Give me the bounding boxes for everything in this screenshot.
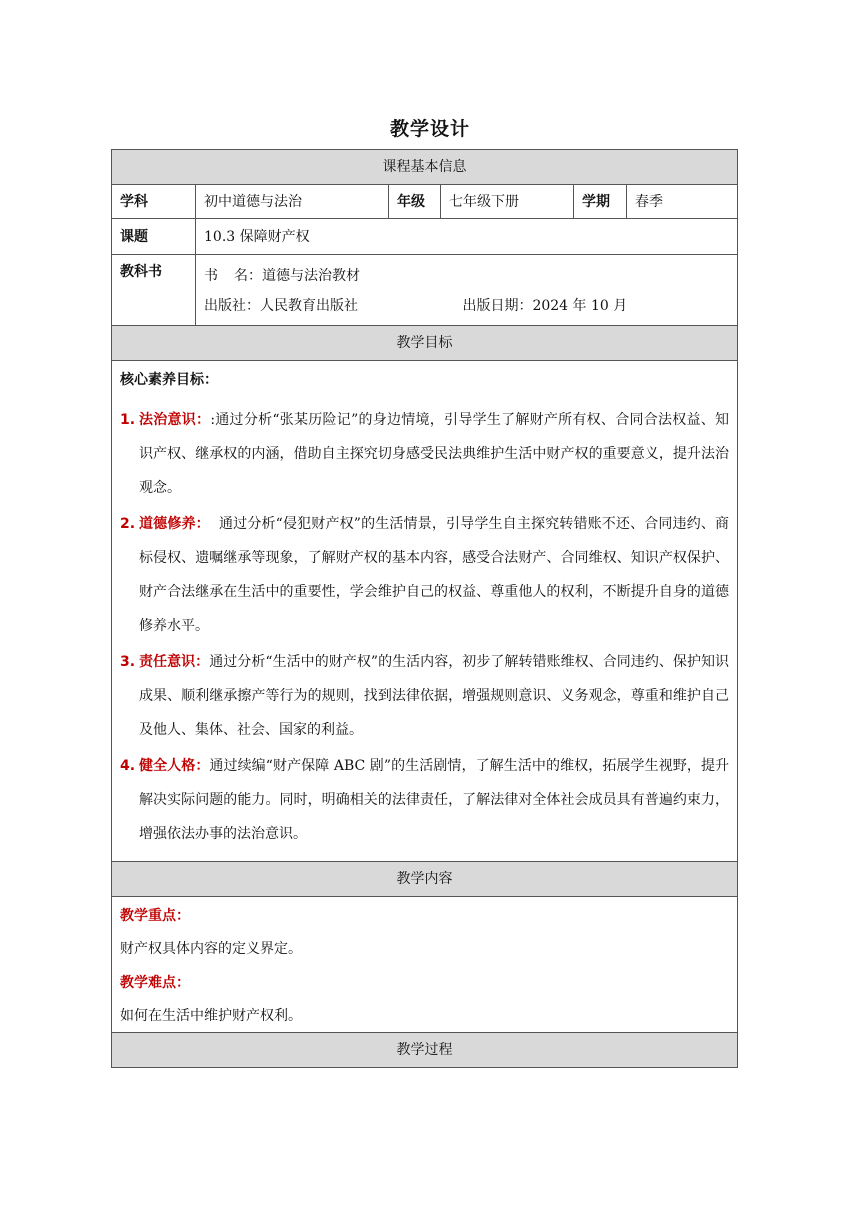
goal-name: 责任意识： bbox=[139, 654, 210, 670]
goal-text: 通过分析“生活中的财产权”的生活内容，初步了解转错账维权、合同违约、保护知识成果、顺利继承擦产等行为的规则，找到法律依据，增强规则意识、义务观念，尊重和维护自己及他人、集体、社会、国家的利益。 bbox=[139, 654, 730, 738]
book-name-value: 道德与法治教材 bbox=[262, 268, 360, 284]
content-cell bbox=[112, 897, 738, 1033]
topic-label: 课题 bbox=[112, 219, 196, 255]
goal-number: 1. bbox=[120, 412, 136, 428]
document-title: 教学设计 bbox=[389, 118, 470, 140]
term-value: 春季 bbox=[627, 185, 738, 219]
goal-item bbox=[120, 403, 729, 505]
goal-text: 通过续编“财产保障 ABC 剧”的生活剧情，了解生活中的维权，拓展学生视野，提升解决实际问题的能力。同时，明确相关的法律责任，了解法律对全体社会成员具有普遍约束力， 增强依法办事的法治意识。 bbox=[139, 758, 730, 842]
goal-item bbox=[120, 749, 729, 851]
goal-number: 4. bbox=[120, 758, 136, 774]
goal-item bbox=[120, 645, 729, 747]
publisher-label: 出版社： bbox=[204, 298, 260, 314]
section-header-content: 教学内容 bbox=[112, 862, 738, 897]
goal-number: 3. bbox=[120, 654, 136, 670]
publisher-line bbox=[204, 291, 729, 321]
book-name-line bbox=[204, 261, 729, 291]
subject-value: 初中道德与法治 bbox=[196, 185, 389, 219]
pub-date-label: 出版日期： bbox=[462, 298, 533, 314]
goal-item bbox=[120, 507, 729, 643]
grade-label: 年级 bbox=[389, 185, 441, 219]
topic-value: 10.3 保障财产权 bbox=[196, 219, 738, 255]
difficult-point-label: 教学难点： bbox=[120, 975, 190, 991]
goals-cell bbox=[112, 361, 738, 862]
key-point-text: 财产权具体内容的定义界定。 bbox=[120, 941, 302, 957]
key-point-label: 教学重点： bbox=[120, 908, 190, 924]
section-header-goals: 教学目标 bbox=[112, 326, 738, 361]
goals-heading: 核心素养目标： bbox=[120, 372, 218, 388]
goal-name: 健全人格： bbox=[139, 758, 210, 774]
section-header-basic-info: 课程基本信息 bbox=[112, 150, 738, 185]
goal-name: 道德修养： bbox=[139, 516, 210, 532]
publisher-value: 人民教育出版社 bbox=[260, 298, 358, 314]
difficult-point-text: 如何在生活中维护财产权利。 bbox=[120, 1008, 302, 1024]
textbook-row bbox=[112, 255, 738, 326]
textbook-label: 教科书 bbox=[112, 255, 196, 326]
term-label: 学期 bbox=[574, 185, 627, 219]
section-header-process: 教学过程 bbox=[112, 1033, 738, 1068]
book-name-label-suffix: 名： bbox=[234, 268, 262, 284]
topic-row bbox=[112, 219, 738, 255]
goal-name: 法治意识： bbox=[139, 412, 211, 428]
goal-number: 2. bbox=[120, 516, 136, 532]
goal-text: 通过分析“侵犯财产权”的生活情景，引导学生自主探究转错账不还、合同违约、商标侵权、遗嘱继承等现象，了解财产权的基本内容，感受合法财产、合同维权、知识产权保护、财产合法继承在生活中的重要性，学会维护自己的权益、尊重他人的权利，不断提升自身的道德修养水平。 bbox=[139, 516, 730, 634]
grade-value: 七年级下册 bbox=[441, 185, 574, 219]
subject-label: 学科 bbox=[112, 185, 196, 219]
info-row bbox=[112, 185, 738, 219]
lesson-plan-table bbox=[111, 149, 738, 1068]
book-name-label: 书 bbox=[204, 268, 218, 284]
pub-date-value: 2024 年 10 月 bbox=[532, 298, 628, 314]
textbook-info bbox=[196, 255, 738, 326]
goal-text: :通过分析“张某历险记”的身边情境，引导学生了解财产所有权、合同合法权益、知识产权、继承权的内涵，借助自主探究切身感受民法典维护生活中财产权的重要意义，提升法治观念。 bbox=[139, 412, 730, 496]
